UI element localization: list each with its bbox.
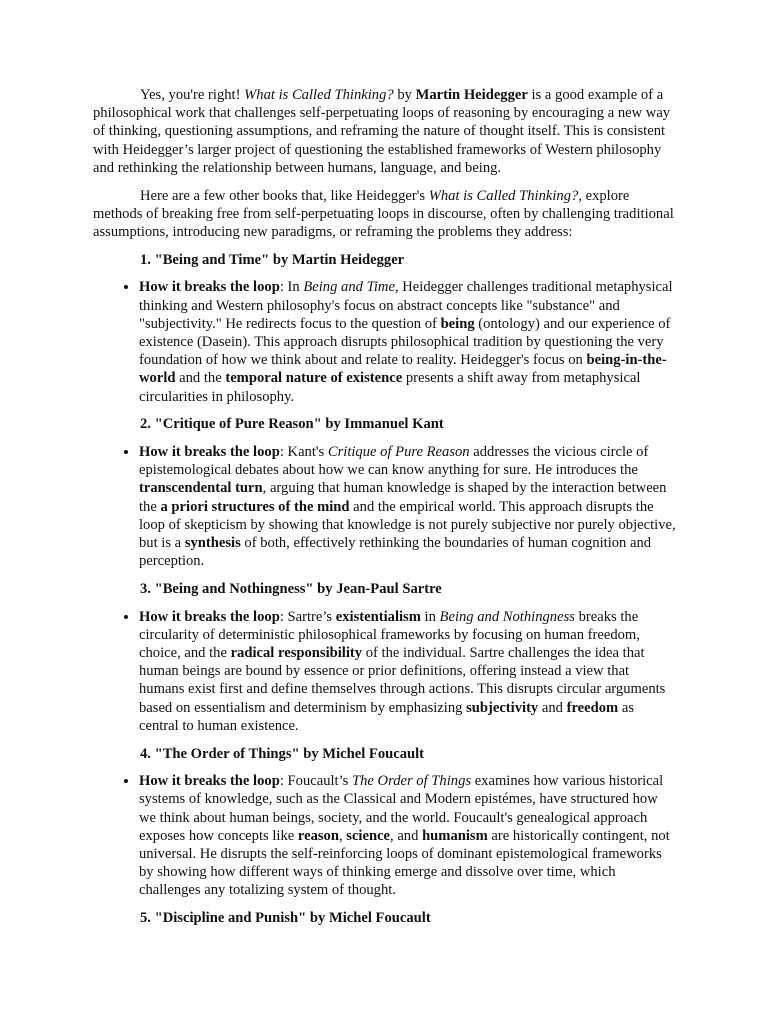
book-bullet-list-4 (93, 772, 677, 899)
text-run: in (420, 608, 440, 625)
italic-text-run: Critique of Pure Reason (327, 443, 470, 460)
book-bullet-4 (139, 772, 677, 899)
text-run: are historically contingent, not universal. He disrupts the self-reinforcing loops of dominant epistemological frameworks by showing how different ways of thinking emerge and dissolve over time, which challenges any totalizing system of thought. (139, 827, 670, 899)
text-run: examines how various historical systems of knowledge, such as the Classical and Modern epistémes, have structured how we think about human beings, society, and the world. Foucault's genealogical approach exposes how concepts like (139, 773, 664, 844)
text-run: as central to human existence. (139, 699, 635, 734)
book-heading-5: 5. "Discipline and Punish" by Michel Foucault (140, 910, 431, 927)
text-run: , Heidegger challenges traditional metaphysical thinking and Western philosophy's focus on abstract concepts like "substance" and "subjectivity." He redirects focus to the question of (139, 279, 673, 332)
book-bullet-2 (139, 443, 677, 570)
bold-text-run: transcendental turn (139, 480, 263, 497)
document-page (93, 86, 677, 937)
text-run: is a good example of a philosophical work that challenges self-perpetuating loops of reasoning by encouraging a new way of thinking, questioning assumptions, and reframing the nature of thought itself. This is consistent with Heidegger’s larger project of questioning the established frameworks of Western philosophy and rethinking the relationship between humans, language, and being. (93, 87, 671, 176)
book-heading-2: 2. "Critique of Pure Reason" by Immanuel Kant (140, 416, 444, 433)
bold-text-run: How it breaks the loop (139, 608, 280, 625)
bold-text-run: existentialism (335, 608, 421, 625)
text-run: of the individual. Sartre challenges the idea that human beings are bound by essence or prior definitions, offering instead a view that humans exist first and define themselves through actions. This disrupts circular arguments based on essentialism and determinism by emphasizing (139, 644, 666, 716)
bold-text-run: subjectivity (466, 699, 539, 716)
book-bullet-list-2 (93, 443, 677, 570)
text-run: of both, effectively rethinking the boundaries of human cognition and perception. (139, 534, 652, 570)
book-bullet-3 (139, 608, 677, 735)
bold-text-run: being (440, 315, 475, 332)
book-heading-4: 4. "The Order of Things" by Michel Foucault (140, 745, 425, 762)
text-run: presents a shift away from metaphysical circularities in philosophy. (139, 370, 641, 405)
intro-paragraph-2 (93, 187, 677, 242)
bold-text-run: a priori structures of the mind (160, 498, 350, 515)
text-run: and (538, 699, 567, 716)
text-run: (ontology) and our experience of existence (Dasein). This approach disrupts philosophical tradition by questioning the very foundation of how we think about and relate to reality. Heidegger's focus on (139, 315, 671, 369)
book-bullet-1 (139, 278, 677, 405)
text-run: : Sartre’s (279, 608, 336, 625)
text-run: Here are a few other books that, like Heidegger's (140, 187, 429, 204)
book-heading-1: 1. "Being and Time" by Martin Heidegger (140, 251, 405, 268)
text-run: addresses the vicious circle of epistemological debates about how we can know anything for sure. He introduces the (139, 443, 649, 479)
italic-text-run: The Order of Things (351, 773, 472, 790)
text-run: by (393, 87, 416, 103)
italic-text-run: What is Called Thinking? (244, 87, 394, 103)
text-run: breaks the circularity of deterministic philosophical frameworks by focusing on human freedom, choice, and the (139, 608, 640, 661)
book-bullet-list-1 (93, 278, 677, 405)
italic-text-run: What is Called Thinking? (428, 187, 579, 204)
text-run: , arguing that human knowledge is shaped by the interaction between the (139, 480, 667, 515)
intro-paragraph-1 (93, 86, 677, 177)
text-run: : Kant's (279, 443, 328, 460)
book-heading-3: 3. "Being and Nothingness" by Jean-Paul Sartre (140, 580, 442, 597)
bold-text-run: freedom (566, 699, 619, 716)
text-run: : In (279, 279, 304, 296)
text-run: , and (390, 827, 423, 844)
text-run: : Foucault’s (279, 773, 352, 790)
italic-text-run: Being and Time (303, 279, 395, 296)
text-run: and the (175, 370, 226, 387)
bold-text-run: temporal nature of existence (225, 370, 403, 387)
bold-text-run: How it breaks the loop (139, 773, 280, 790)
bold-text-run: synthesis (184, 534, 241, 551)
italic-text-run: Being and Nothingness (439, 608, 575, 625)
text-run: , (338, 827, 347, 844)
text-run: and the empirical world. This approach disrupts the loop of skepticism by showing that knowledge is not purely subjective nor purely objective, but is a (139, 498, 676, 551)
bold-text-run: radical responsibility (230, 644, 363, 661)
bold-text-run: How it breaks the loop (139, 279, 280, 296)
bold-text-run: Martin Heidegger (415, 87, 528, 103)
bold-text-run: science (346, 827, 391, 844)
text-run: Yes, you're right! (140, 87, 245, 103)
bold-text-run: humanism (422, 827, 488, 844)
book-bullet-list-3 (93, 608, 677, 735)
text-run: , explore methods of breaking free from self-perpetuating loops in discourse, often by challenging traditional assumptions, introducing new paradigms, or reframing the problems they address: (93, 187, 674, 240)
bold-text-run: reason (297, 827, 339, 844)
bold-text-run: being-in-the-world (139, 352, 667, 387)
bold-text-run: How it breaks the loop (139, 443, 280, 460)
